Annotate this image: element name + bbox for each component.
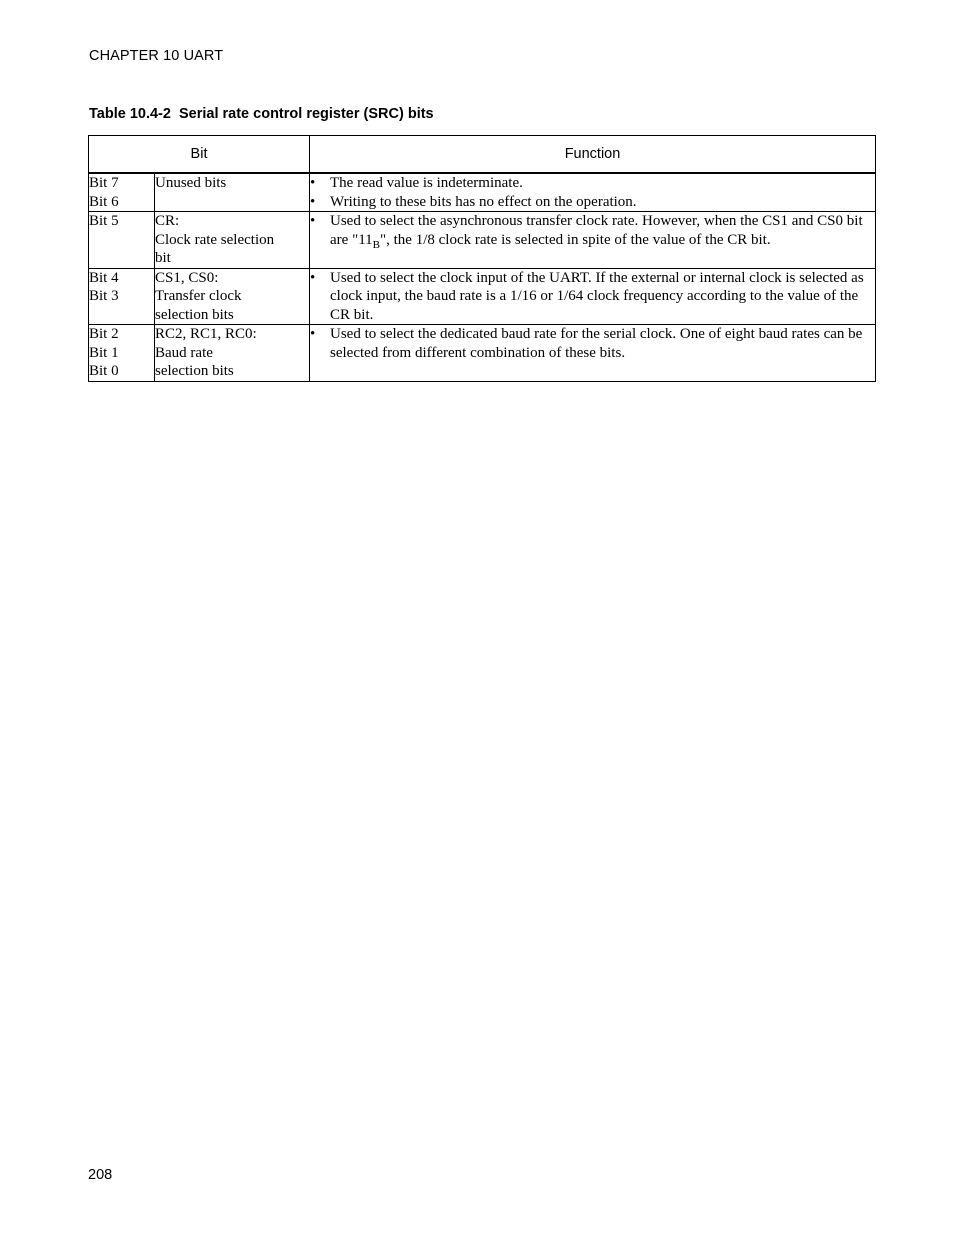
function-list <box>310 269 875 325</box>
running-header: CHAPTER 10 UART <box>89 48 224 64</box>
function-text-post: ", the 1/8 clock rate is selected in spite of the value of the CR bit. <box>380 231 771 248</box>
bit-label: Bit 5 <box>89 213 119 229</box>
table-row <box>89 268 876 325</box>
function-item <box>310 269 875 325</box>
function-list <box>310 174 875 211</box>
bit-label: Bit 6 <box>89 193 119 210</box>
header-bit: Bit <box>89 136 310 174</box>
bit-label: Bit 1 <box>89 344 119 361</box>
bit-name: Unused bits <box>155 175 227 191</box>
bit-name: Clock rate selection <box>155 231 275 248</box>
bit-label: Bit 7 <box>89 175 119 191</box>
bit-name-cell <box>155 212 310 269</box>
bit-cell <box>89 173 155 212</box>
bit-name-cell <box>155 325 310 382</box>
bullet-icon: • <box>310 269 316 286</box>
table-row <box>89 325 876 382</box>
bit-name: bit <box>155 250 171 266</box>
bit-label: Bit 4 <box>89 269 119 286</box>
bit-label: Bit 3 <box>89 288 119 304</box>
bit-name: Baud rate <box>155 344 213 361</box>
function-text-pre: Used to select the asynchronous transfer clock rate. However, when the CS1 and CS0 bit are "11 <box>330 213 863 248</box>
table-caption: Table 10.4-2 Serial rate control register (SRC) bits <box>89 106 434 122</box>
function-text: Used to select the dedicated baud rate for the serial clock. One of eight baud rates can be selected from different combination of these bits. <box>330 326 863 361</box>
bit-name: selection bits <box>155 363 234 379</box>
bit-name: selection bits <box>155 306 234 323</box>
bit-name-cell <box>155 268 310 325</box>
function-list <box>310 325 875 362</box>
function-item <box>310 212 875 249</box>
bit-cell <box>89 268 155 325</box>
table-header-row <box>89 136 876 174</box>
function-item <box>310 325 875 362</box>
function-cell <box>310 268 876 325</box>
bullet-icon: • <box>310 213 316 229</box>
bit-name-cell <box>155 173 310 212</box>
function-text: Writing to these bits has no effect on the operation. <box>330 193 637 210</box>
table-row <box>89 173 876 212</box>
bullet-icon: • <box>310 193 316 210</box>
function-cell <box>310 212 876 269</box>
binary-subscript: B <box>372 238 380 251</box>
bit-name: RC2, RC1, RC0: <box>155 326 257 342</box>
page-number: 208 <box>88 1167 113 1183</box>
function-item <box>310 174 875 193</box>
bullet-icon: • <box>310 326 316 342</box>
function-text: The read value is indeterminate. <box>330 175 523 191</box>
function-text: Used to select the clock input of the UART. If the external or internal clock is selected as clock input, the baud rate is a 1/16 or 1/64 clock frequency according to the value of the CR bit. <box>330 269 864 323</box>
bit-label: Bit 2 <box>89 326 119 342</box>
function-item <box>310 193 875 212</box>
bit-cell <box>89 325 155 382</box>
bullet-icon: • <box>310 175 316 191</box>
bit-name: CR: <box>155 213 180 229</box>
bit-cell <box>89 212 155 269</box>
bit-name: Transfer clock <box>155 288 242 304</box>
function-list <box>310 212 875 249</box>
bit-name: CS1, CS0: <box>155 269 219 286</box>
header-function: Function <box>310 136 876 174</box>
function-cell <box>310 173 876 212</box>
function-cell <box>310 325 876 382</box>
bit-label: Bit 0 <box>89 363 119 379</box>
table-row <box>89 212 876 269</box>
src-bits-table <box>88 135 876 382</box>
